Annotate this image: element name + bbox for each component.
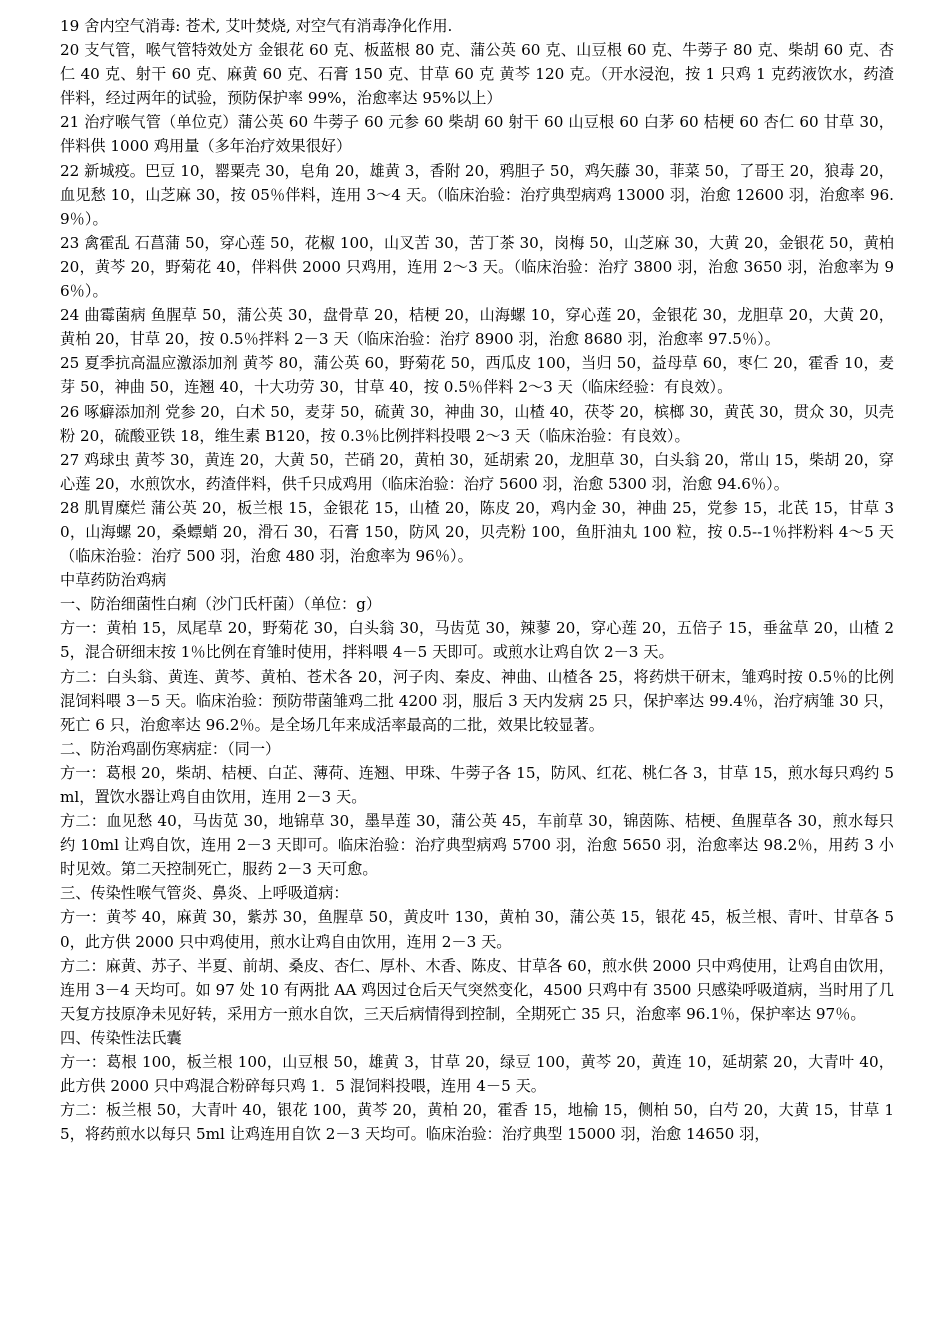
paragraph-28-gizzard-erosion: 28 肌胃糜烂 蒲公英 20，板兰根 15，金银花 15，山楂 20，陈皮 20，鸡内金 30，神曲 25，党参 15，北芪 15，甘草 30，山海螺 20，桑螵蛸 20，滑石 30，石膏 150，防风 20，贝壳粉 100，鱼肝油丸 100 粒，按 0.5--1％拌粉料 4～5 天（临床治验：治疗 500 羽，治愈 480 羽，治愈率为 96％）。	[60, 498, 894, 566]
bursal-prescription-1: 方一：葛根 100，板兰根 100，山豆根 50，雄黄 3，甘草 20，绿豆 100，黄芩 20，黄连 10，延胡萦 20，大青叶 40，此方供 2000 只中鸡混合粉碎每只鸡 1．5 混饲料投喂，连用 4－5 天。	[60, 1053, 894, 1096]
paragraph-23-fowl-cholera: 23 禽霍乱 石菖蒲 50，穿心莲 50，花椒 100，山叉苦 30，苦丁茶 30，岗梅 50，山芝麻 30，大黄 20，金银花 50，黄柏 20，黄芩 20，野菊花 40，伴料供 2000 只鸡用，连用 2～3 天。（临床治验：治疗 3800 羽，治愈 3650 羽，治愈率为 96％）。	[60, 233, 894, 301]
heading-respiratory: 三、传染性喉气管炎、鼻炎、上呼吸道病：	[60, 884, 349, 903]
heading-pullorum: 一、防治细菌性白痢（沙门氏杆菌）（单位：g）	[60, 595, 382, 614]
heading-bursal-disease: 四、传染性法氏囊	[60, 1028, 182, 1047]
pullorum-prescription-1: 方一：黄柏 15，凤尾草 20，野菊花 30，白头翁 30，马齿苋 30，辣蓼 20，穿心莲 20，五倍子 15，垂盆草 20，山楂 25，混合研细末按 1％比例在育雏时使用，拌料喂 4－5 天即可。或煎水让鸡自饮 2－3 天。	[60, 619, 894, 662]
paratyphoid-prescription-1: 方一：葛根 20，柴胡、桔梗、白芷、薄荷、连翘、甲珠、牛蒡子各 15，防风、红花、桃仁各 3，甘草 15，煎水每只鸡约 5ml，置饮水器让鸡自由饮用，连用 2－3 天。	[60, 763, 894, 806]
respiratory-prescription-1: 方一：黄芩 40，麻黄 30，紫苏 30，鱼腥草 50，黄皮叶 130，黄柏 30，蒲公英 15，银花 45，板兰根、青叶、甘草各 50，此方供 2000 只中鸡使用，煎水让鸡自由饮用，连用 2－3 天。	[60, 908, 894, 951]
heading-paratyphoid: 二、防治鸡副伤寒病症：（同一）	[60, 739, 281, 758]
section-title-herbal-treatment: 中草药防治鸡病	[60, 571, 167, 590]
paratyphoid-prescription-2: 方二：血见愁 40，马齿苋 30，地锦草 30，墨旱莲 30，蒲公英 45，车前草 30，锦茵陈、桔梗、鱼腥草各 30，煎水每只约 10ml 让鸡自饮，连用 2－3 天即可。临床治验：治疗典型病鸡 5700 羽，治愈 5650 羽，治愈率达 98.2％，用药 3 小时见效。第二天控制死亡，服药 2－3 天可愈。	[60, 812, 894, 879]
respiratory-prescription-2: 方二：麻黄、苏子、半夏、前胡、桑皮、杏仁、厚朴、木香、陈皮、甘草各 60，煎水供 2000 只中鸡使用，让鸡自由饮用，连用 3－4 天均可。如 97 处 10 有两批 AA 鸡因过仓后天气突然变化，4500 只鸡中有 3500 只感染呼吸道病，当时用了几天复方技原净未见好转，采用方一煎水自饮，三天后病情得到控制，全期死亡 35 只，治愈率 96.1％，保护率达 97％。	[60, 956, 894, 1023]
bursal-prescription-2: 方二：板兰根 50，大青叶 40，银花 100，黄芩 20，黄柏 20，霍香 15，地榆 15，侧柏 50，白芍 20，大黄 15，甘草 15，将药煎水以每只 5ml 让鸡连用自饮 2－3 天均可。临床治验：治疗典型 15000 羽，治愈 14650 羽，	[60, 1101, 894, 1144]
paragraph-22-newcastle-disease: 22 新城疫。巴豆 10，罂粟壳 30，皂角 20，雄黄 3，香附 20，鸦胆子 50，鸡矢藤 30，菲菜 50，了哥王 20，狼毒 20，血见愁 10，山芝麻 30，按 05％伴料，连用 3～4 天。（临床治验：治疗典型病鸡 13000 羽，治愈 12600 羽，治愈率 96.9％）。	[60, 161, 894, 228]
paragraph-27-coccidiosis: 27 鸡球虫 黄芩 30，黄连 20，大黄 50，芒硝 20，黄柏 30，延胡索 20，龙胆草 30，白头翁 20，常山 15，柴胡 20，穿心莲 20，水煎饮水，药渣伴料，供千只成鸡用（临床治验：治疗 5600 羽，治愈 5300 羽，治愈 94.6％）。	[60, 450, 894, 493]
paragraph-25-heat-stress-additive: 25 夏季抗高温应激添加剂 黄芩 80，蒲公英 60，野菊花 50，西瓜皮 100，当归 50，益母草 60，枣仁 20，霍香 10，麦芽 50，神曲 50，连翘 40，十大功劳 30，甘草 40，按 0.5％伴料 2～3 天（临床经验：有良效）。	[60, 354, 894, 397]
paragraph-21-laryngotracheitis: 21 治疗喉气管（单位克）蒲公英 60 牛蒡子 60 元参 60 柴胡 60 射干 60 山豆根 60 白茅 60 桔梗 60 杏仁 60 甘草 30，伴料供 1000 鸡用量（多年治疗效果很好）	[60, 113, 894, 156]
paragraph-19-air-disinfection: 19 舍内空气消毒: 苍术, 艾叶焚烧, 对空气有消毒净化作用.	[60, 17, 453, 35]
paragraph-24-aspergillosis: 24 曲霉菌病 鱼腥草 50，蒲公英 30，盘骨草 20，桔梗 20，山海螺 10，穿心莲 20，金银花 30，龙胆草 20，大黄 20，黄柏 20，甘草 20，按 0.5％拌料 2－3 天（临床治验：治疗 8900 羽，治愈 8680 羽，治愈率 97.5％）。	[60, 306, 894, 349]
pullorum-prescription-2: 方二：白头翁、黄连、黄芩、黄柏、苍术各 20，河子肉、秦皮、神曲、山楂各 25，将药烘干研末，雏鸡时按 0.5％的比例混饲料喂 3－5 天。临床治验：预防带菌雏鸡二批 4200 羽，服后 3 天内发病 25 只，保护率达 99.4％，治疗病雏 30 只，死亡 6 只，治愈率达 96.2％。是全场几年来成活率最高的二批，效果比较显著。	[60, 667, 894, 734]
paragraph-20-bronchitis-prescription: 20 支气管，喉气管特效处方 金银花 60 克、板蓝根 80 克、蒲公英 60 克、山豆根 60 克、牛蒡子 80 克、柴胡 60 克、杏仁 40 克、射干 60 克、麻黄 60 克、石膏 150 克、甘草 60 克 黄芩 120 克。（开水浸泡，按 1 只鸡 1 克药液饮水，药渣伴料，经过两年的试验，预防保护率 99%，治愈率达 95%以上）	[60, 41, 894, 108]
paragraph-26-pecking-additive: 26 啄癖添加剂 党参 20，白术 50，麦芽 50，硫黄 30，神曲 30，山楂 40，茯苓 20，槟榔 30，黄芪 30，贯众 30，贝壳粉 20，硫酸亚铁 18，维生素 B120，按 0.3％比例拌料投喂 2～3 天（临床治验：有良效）。	[60, 402, 894, 445]
